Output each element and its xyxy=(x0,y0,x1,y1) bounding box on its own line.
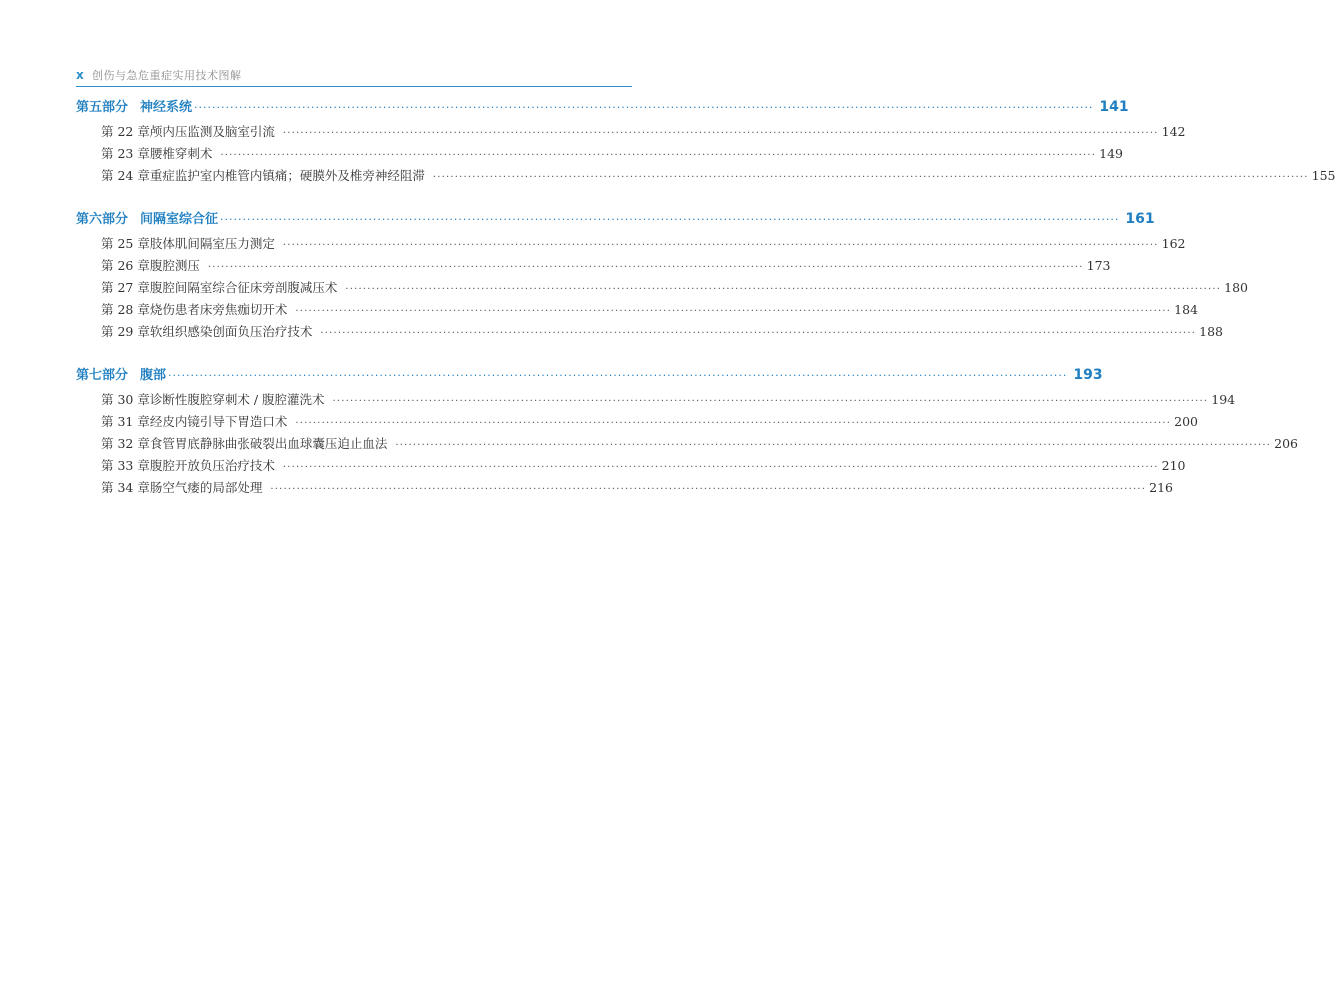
part-page-number: 141 xyxy=(1099,99,1129,115)
dot-leader: ········································································································································································································ xyxy=(194,101,1094,114)
dot-leader: ········································································································································································································ xyxy=(282,462,1159,473)
chapter-row[interactable] xyxy=(76,478,1173,500)
chapter-row[interactable] xyxy=(76,256,1111,278)
chapter-row[interactable] xyxy=(76,412,1198,434)
dot-leader: ········································································································································································································ xyxy=(220,150,1097,161)
chapter-number: 第 34 章 xyxy=(101,480,150,495)
chapter-row[interactable] xyxy=(76,122,1186,144)
chapter-row[interactable] xyxy=(76,144,1123,166)
dot-leader: ········································································································································································································ xyxy=(282,240,1159,251)
running-header xyxy=(76,64,632,87)
part-page-number: 193 xyxy=(1073,367,1103,383)
dot-leader: ········································································································································································································ xyxy=(345,284,1222,295)
chapter-title: 颅内压监测及脑室引流 xyxy=(149,124,275,139)
chapter-title: 软组织感染创面负压治疗技术 xyxy=(149,324,313,339)
chapter-number: 第 32 章 xyxy=(101,436,150,451)
chapter-page-number: 216 xyxy=(1149,480,1173,495)
part-heading[interactable] xyxy=(76,208,1155,228)
dot-leader: ········································································································································································································ xyxy=(295,306,1172,317)
chapter-number: 第 31 章 xyxy=(101,414,150,429)
chapter-page-number: 142 xyxy=(1161,124,1186,139)
chapter-title: 诊断性腹腔穿刺术 / 腹腔灌洗术 xyxy=(149,392,325,407)
chapter-page-number: 200 xyxy=(1174,414,1198,429)
chapter-number: 第 30 章 xyxy=(101,392,150,407)
part-label: 第七部分 xyxy=(76,368,129,383)
part-title: 间隔室综合征 xyxy=(140,212,219,227)
chapter-title: 肢体肌间隔室压力测定 xyxy=(149,236,275,251)
dot-leader: ········································································································································································································ xyxy=(395,440,1272,451)
chapter-page-number: 206 xyxy=(1274,436,1298,451)
dot-leader: ········································································································································································································ xyxy=(332,396,1209,407)
chapter-page-number: 149 xyxy=(1099,146,1123,161)
chapter-row[interactable] xyxy=(76,234,1186,256)
table-of-contents xyxy=(76,96,1335,520)
part-label: 第五部分 xyxy=(76,100,129,115)
part-page-number: 161 xyxy=(1125,211,1155,227)
chapter-number: 第 23 章 xyxy=(101,146,150,161)
part-heading[interactable] xyxy=(76,96,1129,116)
chapter-title: 腹腔间隔室综合征床旁剖腹减压术 xyxy=(149,280,338,295)
chapter-number: 第 24 章 xyxy=(101,168,150,183)
book-title: 创伤与急危重症实用技术图解 xyxy=(92,69,242,82)
dot-leader: ········································································································································································································ xyxy=(295,418,1172,429)
chapter-title: 腹腔开放负压治疗技术 xyxy=(149,458,275,473)
toc-part xyxy=(76,208,1248,344)
chapter-number: 第 29 章 xyxy=(101,324,150,339)
part-heading[interactable] xyxy=(76,364,1103,384)
chapter-number: 第 26 章 xyxy=(101,258,150,273)
chapter-row[interactable] xyxy=(76,300,1198,322)
chapter-page-number: 162 xyxy=(1161,236,1186,251)
dot-leader: ········································································································································································································ xyxy=(207,262,1084,273)
chapter-title: 腰椎穿刺术 xyxy=(149,146,213,161)
chapter-title: 食管胃底静脉曲张破裂出血球囊压迫止血法 xyxy=(149,436,388,451)
chapter-number: 第 33 章 xyxy=(101,458,150,473)
chapter-page-number: 173 xyxy=(1086,258,1111,273)
chapter-number: 第 28 章 xyxy=(101,302,150,317)
chapter-page-number: 180 xyxy=(1224,280,1248,295)
part-title: 神经系统 xyxy=(140,100,193,115)
dot-leader: ········································································································································································································ xyxy=(270,484,1147,495)
chapter-page-number: 184 xyxy=(1174,302,1198,317)
chapter-page-number: 188 xyxy=(1199,324,1223,339)
chapter-number: 第 25 章 xyxy=(101,236,150,251)
chapter-title: 烧伤患者床旁焦痂切开术 xyxy=(149,302,288,317)
chapter-row[interactable] xyxy=(76,166,1335,188)
dot-leader: ········································································································································································································ xyxy=(220,213,1120,226)
dot-leader: ········································································································································································································ xyxy=(320,328,1197,339)
chapter-page-number: 210 xyxy=(1161,458,1186,473)
part-title: 腹部 xyxy=(140,368,167,383)
chapter-title: 腹腔测压 xyxy=(149,258,200,273)
chapter-number: 第 27 章 xyxy=(101,280,150,295)
dot-leader: ········································································································································································································ xyxy=(282,128,1159,139)
dot-leader: ········································································································································································································ xyxy=(432,172,1309,183)
chapter-page-number: 194 xyxy=(1211,392,1236,407)
chapter-row[interactable] xyxy=(76,322,1223,344)
dot-leader: ········································································································································································································ xyxy=(168,369,1068,382)
chapter-page-number: 155 xyxy=(1311,168,1335,183)
toc-part xyxy=(76,364,1298,500)
toc-part xyxy=(76,96,1335,188)
chapter-row[interactable] xyxy=(76,456,1186,478)
chapter-title: 经皮内镜引导下胃造口术 xyxy=(149,414,288,429)
chapter-number: 第 22 章 xyxy=(101,124,150,139)
chapter-title: 重症监护室内椎管内镇痛；硬膜外及椎旁神经阻滞 xyxy=(149,168,425,183)
chapter-row[interactable] xyxy=(76,278,1248,300)
chapter-title: 肠空气瘘的局部处理 xyxy=(149,480,263,495)
chapter-row[interactable] xyxy=(76,390,1236,412)
chapter-row[interactable] xyxy=(76,434,1298,456)
page-number-roman: x xyxy=(76,68,84,82)
part-label: 第六部分 xyxy=(76,212,129,227)
